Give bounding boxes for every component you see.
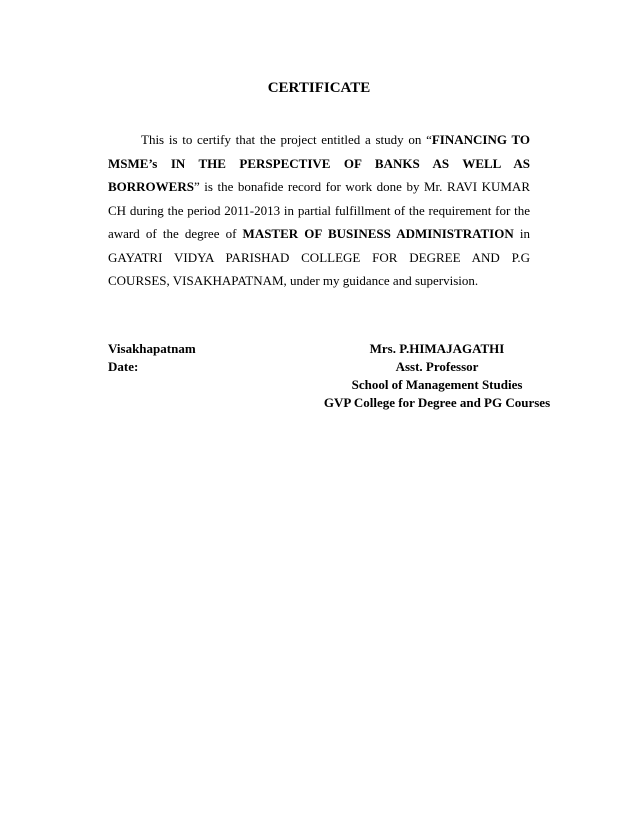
paragraph-middle: ” is the bonafide record for work done by Mr. RAVI KUMAR CH during the period 2011-2013 in partial fulfillment of the requirement for the award of the degree of bbox=[108, 179, 530, 241]
certificate-title: CERTIFICATE bbox=[267, 80, 371, 96]
degree-name: MASTER OF BUSINESS ADMINISTRATION bbox=[242, 226, 514, 241]
paragraph-intro: This is to certify that the project entitled a study on “ bbox=[141, 132, 432, 147]
guide-designation: Asst. Professor bbox=[395, 359, 479, 374]
guide-department: School of Management Studies bbox=[351, 377, 523, 392]
project-title: FINANCING TO MSME’s IN THE PERSPECTIVE OF BANKS AS WELL AS BORROWERS bbox=[108, 132, 530, 194]
place-date-block bbox=[108, 340, 196, 376]
certificate-paragraph bbox=[108, 128, 530, 293]
paragraph-end: in GAYATRI VIDYA PARISHAD COLLEGE FOR DEGREE AND P.G COURSES, VISAKHAPATNAM, under my guidance and supervision. bbox=[108, 226, 530, 288]
guide-signature-block bbox=[318, 340, 556, 412]
guide-name: Mrs. P.HIMAJAGATHI bbox=[369, 341, 505, 356]
date-label: Date: bbox=[108, 359, 139, 374]
certificate-body bbox=[108, 128, 530, 293]
place-label: Visakhapatnam bbox=[108, 341, 196, 356]
guide-college: GVP College for Degree and PG Courses bbox=[323, 395, 551, 410]
